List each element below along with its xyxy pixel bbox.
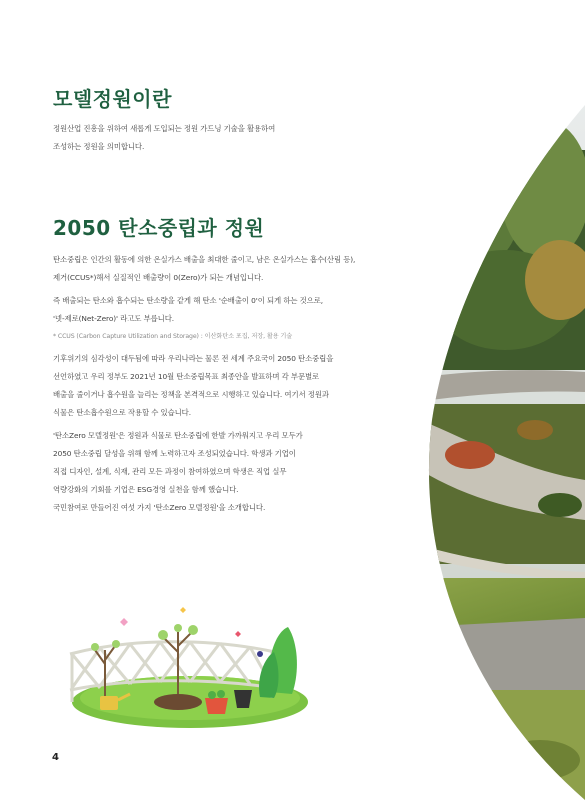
paragraph-line: '탄소Zero 모델정원'은 정원과 식물로 탄소중립에 한발 가까워지고 우리 모두가 xyxy=(53,431,303,440)
garden-illustration xyxy=(60,602,310,742)
paragraph-line: 즉 배출되는 탄소와 흡수되는 탄소량을 같게 해 탄소 '순배출이 0'이 되게 하는 것으로, xyxy=(53,296,324,305)
paragraph-4 xyxy=(53,427,303,517)
paragraph-line: 배출을 줄이거나 흡수원을 늘리는 정책을 본격적으로 시행하고 있습니다. 여기서 정원과 xyxy=(53,390,329,399)
paragraph-line: 기후위기의 심각성이 대두됨에 따라 우리나라는 물론 전 세계 주요국이 2050 탄소중립을 xyxy=(53,354,334,363)
paragraph-line: 2050 탄소중립 달성을 위해 함께 노력하고자 조성되었습니다. 학생과 기업이 xyxy=(53,449,296,458)
intro-line: 조성하는 정원을 의미합니다. xyxy=(53,142,145,151)
intro-line: 정원산업 진흥을 위하여 새롭게 도입되는 정원 가드닝 기술을 활용하여 xyxy=(53,124,276,133)
paragraph-line: 역량강화의 기회를 기업은 ESG경영 실천을 함께 했습니다. xyxy=(53,485,239,494)
paragraph-line: '넷-제로(Net-Zero)' 라고도 부릅니다. xyxy=(53,314,174,323)
paragraph-line: 선언하였고 우리 정부도 2021년 10월 탄소중립목표 최종안을 발표하며 각 부문별로 xyxy=(53,372,320,381)
paragraph-line: 식물은 탄소흡수원으로 작용할 수 있습니다. xyxy=(53,408,191,417)
paragraph-2 xyxy=(53,292,323,346)
paragraph-line: 국민참여로 만들어진 여섯 가지 '탄소Zero 모델정원'을 소개합니다. xyxy=(53,503,266,512)
section-title-carbon-neutral: 2050 탄소중립과 정원 xyxy=(53,216,265,240)
paragraph-line: 제거(CCUS*)해서 실질적인 배출량이 0(Zero)가 되는 개념입니다. xyxy=(53,273,264,282)
page-number: 4 xyxy=(52,752,59,763)
section-title-model-garden: 모델정원이란 xyxy=(53,87,172,111)
paragraph-1 xyxy=(53,251,355,287)
intro-paragraph xyxy=(53,120,275,156)
footnote: * CCUS (Carbon Capture Utilization and Storage) : 이산화탄소 포집, 저장, 활용 기술 xyxy=(53,333,293,340)
paragraph-line: 직접 디자인, 설계, 식재, 관리 모든 과정이 참여하였으며 학생은 직업 실무 xyxy=(53,467,287,476)
paragraph-line: 탄소중립은 인간의 활동에 의한 온실가스 배출을 최대한 줄이고, 남은 온실가스는 흡수(산림 등), xyxy=(53,255,356,264)
paragraph-3 xyxy=(53,350,333,422)
